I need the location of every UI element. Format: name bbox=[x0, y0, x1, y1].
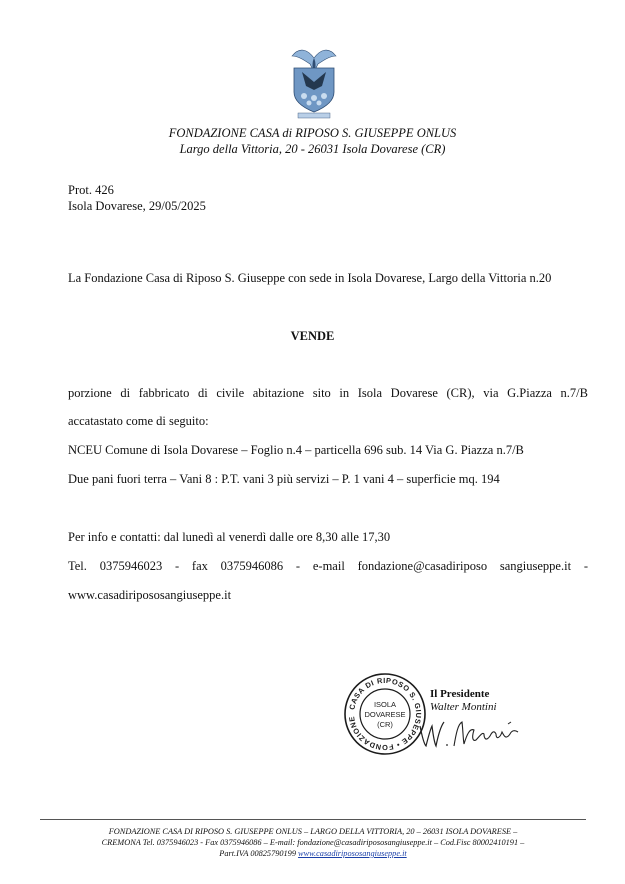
property-description: porzione di fabbricato di civile abitazione sito in Isola Dovarese (CR), via G.Piazza n.7/B bbox=[68, 386, 588, 400]
footer-divider bbox=[40, 819, 586, 820]
president-name: Walter Montini bbox=[430, 701, 497, 713]
property-rooms: Due pani fuori terra – Vani 8 : P.T. vani 3 più servizi – P. 1 vani 4 – superficie mq. 194 bbox=[68, 472, 500, 486]
svg-text:(CR): (CR) bbox=[377, 720, 393, 729]
svg-text:ISOLA: ISOLA bbox=[373, 700, 397, 709]
website-text: www.casadiripososangiuseppe.it bbox=[68, 588, 232, 602]
svg-text:DOVARESE: DOVARESE bbox=[364, 710, 406, 719]
fondazione-logo-icon bbox=[284, 42, 344, 120]
protocol-number: Prot. 426 bbox=[68, 183, 114, 197]
header-org-name: FONDAZIONE CASA di RIPOSO S. GIUSEPPE ONLUS bbox=[168, 126, 457, 140]
footer-line-1: FONDAZIONE CASA DI RIPOSO S. GIUSEPPE ONLUS – LARGO DELLA VITTORIA, 20 – 26031 ISOLA DOVARESE – bbox=[108, 827, 518, 836]
footer-line-3 bbox=[40, 848, 586, 859]
handwritten-signature-icon bbox=[414, 716, 522, 750]
cadastral-details: NCEU Comune di Isola Dovarese – Foglio n.4 – particella 696 sub. 14 Via G. Piazza n.7/B bbox=[68, 443, 524, 457]
footer-line-2: CREMONA Tel. 0375946023 - Fax 0375946086 – E-mail: fondazione@casadiripososangiuseppe.it – Cod.Fisc 80002410191 – bbox=[101, 838, 525, 847]
contact-line: Tel. 0375946023 - fax 0375946086 - e-mail fondazione@casadiriposo sangiuseppe.it - bbox=[68, 559, 588, 573]
cadastral-intro: accatastato come di seguito: bbox=[68, 414, 209, 428]
intro-paragraph: La Fondazione Casa di Riposo S. Giuseppe con sede in Isola Dovarese, Largo della Vittoria n.20 bbox=[68, 271, 552, 285]
footer-website-link[interactable]: www.casadiripososangiuseppe.it bbox=[298, 849, 407, 858]
sale-heading: VENDE bbox=[290, 329, 335, 343]
president-title: Il Presidente bbox=[430, 688, 490, 700]
info-hours: Per info e contatti: dal lunedì al venerdì dalle ore 8,30 alle 17,30 bbox=[68, 530, 391, 544]
footer-vat: Part.IVA 00825790199 bbox=[219, 849, 299, 858]
place-date: Isola Dovarese, 29/05/2025 bbox=[68, 199, 206, 213]
header-address: Largo della Vittoria, 20 - 26031 Isola Dovarese (CR) bbox=[179, 142, 446, 156]
signature-block bbox=[430, 688, 497, 714]
svg-text:CASA DI RIPOSO S. GIUSEPPE • F: CASA DI RIPOSO S. GIUSEPPE • FONDAZIONE bbox=[346, 675, 424, 753]
footer bbox=[40, 826, 586, 859]
